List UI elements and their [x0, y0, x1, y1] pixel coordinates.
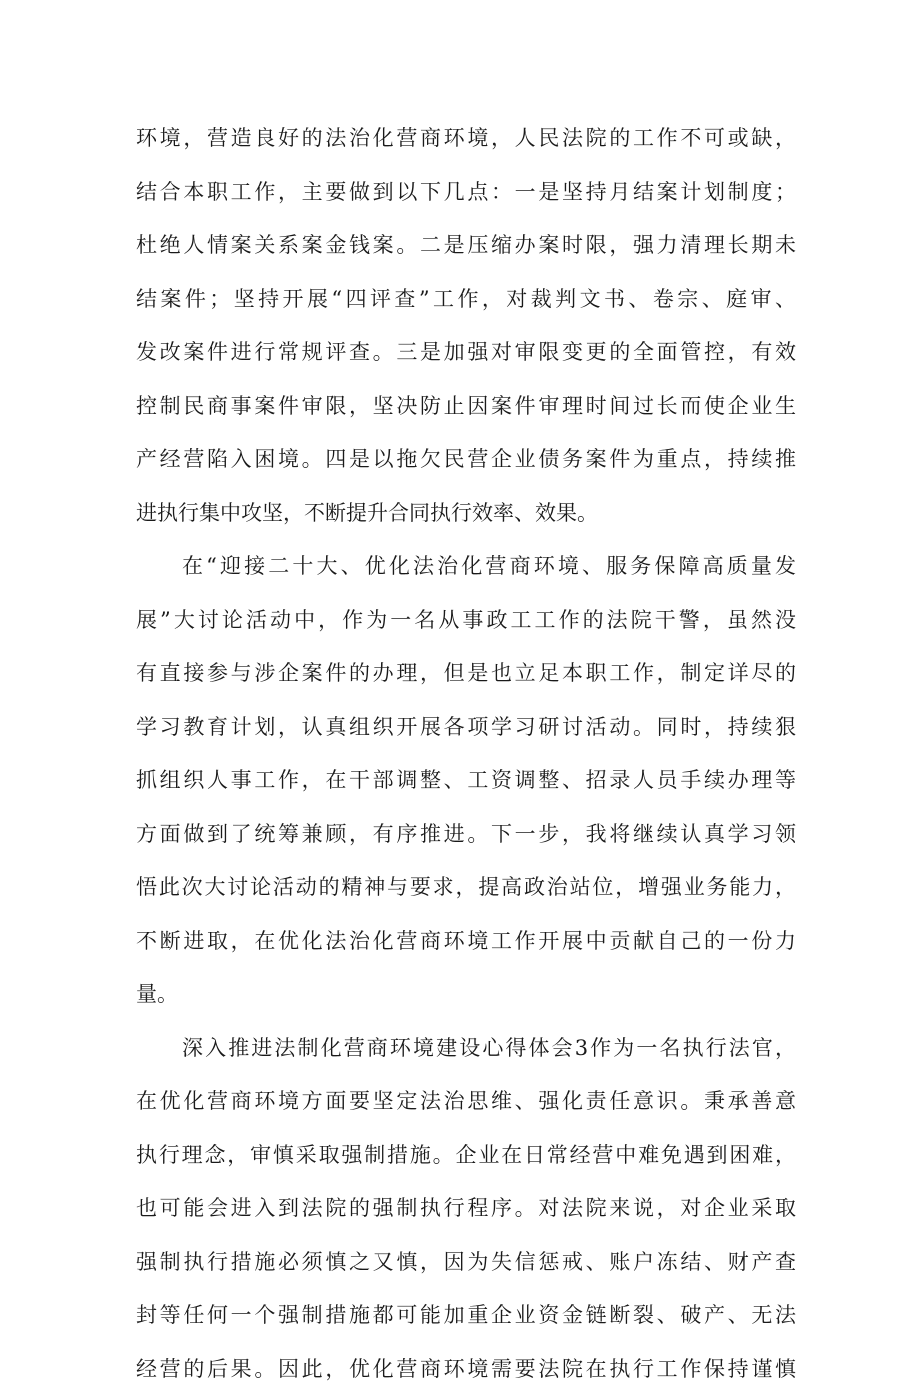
text-line: 深入推进法制化营商环境建设心得体会3作为一名执行法官， — [136, 1022, 796, 1076]
text-line: 强制执行措施必须慎之又慎，因为失信惩戒、账户冻结、财产查 — [136, 1236, 796, 1290]
text-line: 环境，营造良好的法治化营商环境，人民法院的工作不可或缺， — [136, 112, 796, 166]
text-line: 发改案件进行常规评查。三是加强对审限变更的全面管控，有效 — [136, 326, 796, 380]
text-line: 结合本职工作，主要做到以下几点：一是坚持月结案计划制度； — [136, 166, 796, 220]
text-line: 结案件；坚持开展“四评查”工作，对裁判文书、卷宗、庭审、 — [136, 273, 796, 327]
text-line: 进执行集中攻坚，不断提升合同执行效率、效果。 — [136, 487, 796, 541]
paragraph-1 — [136, 112, 796, 540]
text-line: 在“迎接二十大、优化法治化营商环境、服务保障高质量发 — [136, 540, 796, 594]
text-line: 方面做到了统筹兼顾，有序推进。下一步，我将继续认真学习领 — [136, 808, 796, 862]
paragraph-2 — [136, 540, 796, 1022]
text-line: 悟此次大讨论活动的精神与要求，提高政治站位，增强业务能力， — [136, 861, 796, 915]
text-line: 不断进取，在优化法治化营商环境工作开展中贡献自己的一份力 — [136, 915, 796, 969]
text-line: 产经营陷入困境。四是以拖欠民营企业债务案件为重点，持续推 — [136, 433, 796, 487]
text-line: 学习教育计划，认真组织开展各项学习研讨活动。同时，持续狠 — [136, 701, 796, 755]
document-body — [136, 112, 796, 1396]
paragraph-3 — [136, 1022, 796, 1396]
text-line: 杜绝人情案关系案金钱案。二是压缩办案时限，强力清理长期未 — [136, 219, 796, 273]
text-line: 抓组织人事工作，在干部调整、工资调整、招录人员手续办理等 — [136, 754, 796, 808]
text-line: 执行理念，审慎采取强制措施。企业在日常经营中难免遇到困难， — [136, 1129, 796, 1183]
text-line: 经营的后果。因此，优化营商环境需要法院在执行工作保持谨慎 — [136, 1343, 796, 1396]
text-line: 有直接参与涉企案件的办理，但是也立足本职工作，制定详尽的 — [136, 647, 796, 701]
text-line: 在优化营商环境方面要坚定法治思维、强化责任意识。秉承善意 — [136, 1075, 796, 1129]
text-line: 也可能会进入到法院的强制执行程序。对法院来说，对企业采取 — [136, 1182, 796, 1236]
text-line: 量。 — [136, 968, 796, 1022]
text-line: 控制民商事案件审限，坚决防止因案件审理时间过长而使企业生 — [136, 380, 796, 434]
text-line: 展”大讨论活动中，作为一名从事政工工作的法院干警，虽然没 — [136, 594, 796, 648]
text-line: 封等任何一个强制措施都可能加重企业资金链断裂、破产、无法 — [136, 1289, 796, 1343]
